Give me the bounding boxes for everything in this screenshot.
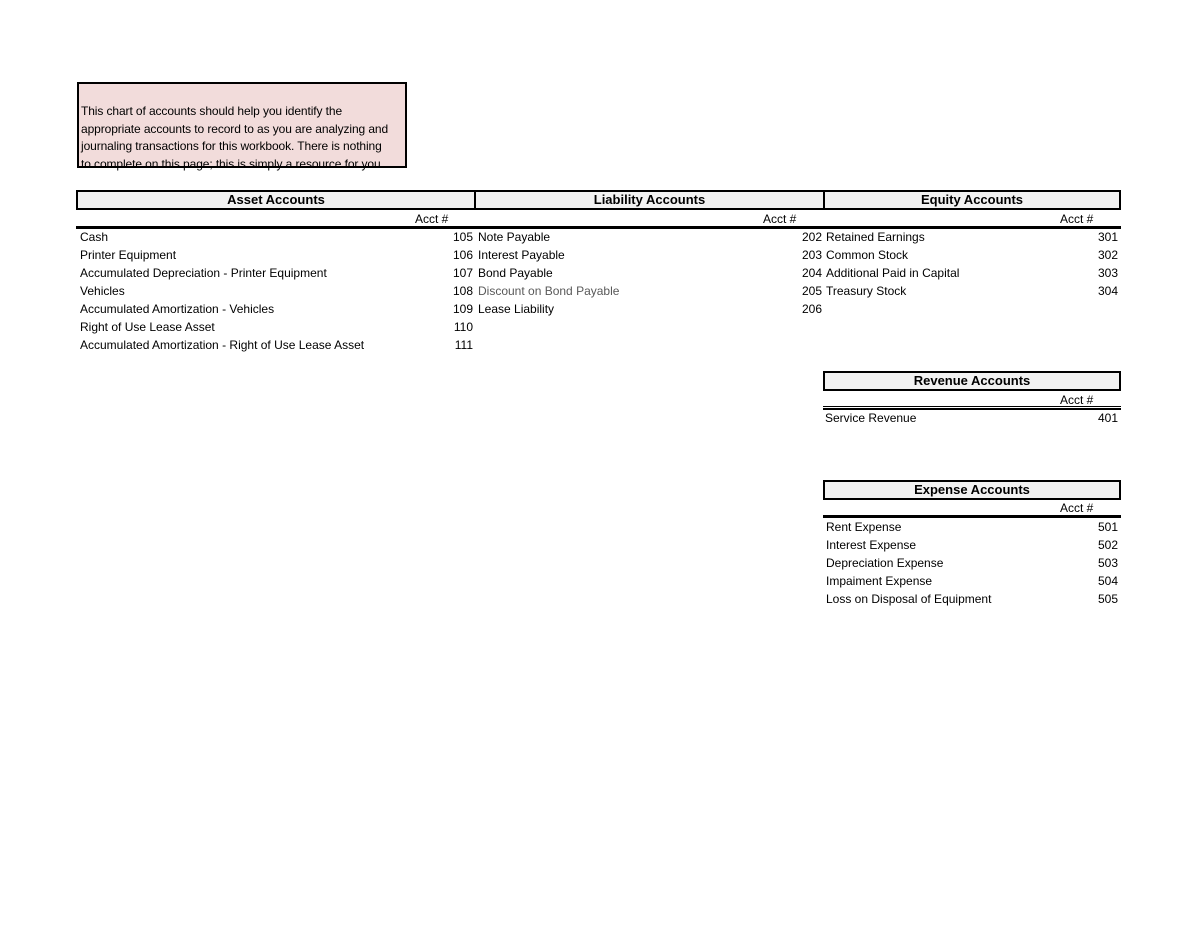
equity-number: 301	[1097, 230, 1118, 244]
liability-name: Interest Payable	[478, 248, 565, 262]
expense-number: 501	[1097, 520, 1118, 534]
equity-acct-label: Acct #	[1060, 212, 1094, 226]
asset-name: Accumulated Depreciation - Printer Equipment	[80, 266, 327, 280]
asset-name: Printer Equipment	[80, 248, 177, 262]
expense-number: 504	[1097, 574, 1118, 588]
asset-name: Cash	[80, 230, 109, 244]
equity-name: Treasury Stock	[826, 284, 907, 298]
asset-name: Accumulated Amortization - Vehicles	[80, 302, 275, 316]
equity-number: 302	[1097, 248, 1118, 262]
expense-number: 503	[1097, 556, 1118, 570]
asset-number: 110	[453, 320, 473, 334]
revenue-name: Service Revenue	[825, 411, 917, 425]
liability-accounts-header: Liability Accounts	[474, 190, 825, 210]
liability-acct-label: Acct #	[763, 212, 797, 226]
expense-accounts-header: Expense Accounts	[823, 480, 1121, 500]
revenue-accounts-header: Revenue Accounts	[823, 371, 1121, 391]
expense-name: Rent Expense	[826, 520, 902, 534]
liability-name: Discount on Bond Payable	[478, 284, 620, 298]
liability-number: 206	[801, 302, 822, 316]
liability-name: Bond Payable	[478, 266, 553, 280]
expense-name: Depreciation Expense	[826, 556, 944, 570]
liability-number: 204	[801, 266, 822, 280]
asset-name: Right of Use Lease Asset	[80, 320, 215, 334]
asset-number: 108	[452, 284, 473, 298]
asset-accounts-header: Asset Accounts	[76, 190, 476, 210]
note-line: to complete on this page; this is simply a resource for you.	[81, 156, 384, 171]
equity-name: Common Stock	[826, 248, 909, 262]
liability-name: Note Payable	[478, 230, 551, 244]
instruction-note	[77, 82, 407, 171]
revenue-number: 401	[1097, 411, 1118, 425]
asset-number: 111	[454, 338, 473, 352]
header-rule	[76, 226, 1121, 229]
expense-number: 502	[1097, 538, 1118, 552]
equity-accounts-header: Equity Accounts	[823, 190, 1121, 210]
asset-name: Accumulated Amortization - Right of Use Lease Asset	[80, 338, 365, 352]
equity-number: 303	[1097, 266, 1118, 280]
expense-name: Loss on Disposal of Equipment	[826, 592, 992, 606]
expense-acct-label: Acct #	[1060, 501, 1094, 515]
equity-number: 304	[1097, 284, 1118, 298]
equity-name: Additional Paid in Capital	[826, 266, 960, 280]
liability-number: 205	[801, 284, 822, 298]
asset-number: 109	[452, 302, 473, 316]
note-line: This chart of accounts should help you identify the	[81, 104, 343, 118]
asset-name: Vehicles	[80, 284, 125, 298]
liability-number: 202	[801, 230, 822, 244]
revenue-acct-label: Acct #	[1060, 393, 1094, 407]
note-line: appropriate accounts to record to as you are analyzing and	[81, 121, 389, 136]
note-line: journaling transactions for this workbook. There is nothing	[81, 139, 382, 153]
equity-name: Retained Earnings	[826, 230, 925, 244]
asset-acct-label: Acct #	[415, 212, 449, 226]
asset-number: 105	[452, 230, 473, 244]
asset-number: 107	[452, 266, 473, 280]
liability-number: 203	[801, 248, 822, 262]
liability-name: Lease Liability	[478, 302, 555, 316]
asset-number: 106	[452, 248, 473, 262]
expense-name: Interest Expense	[826, 538, 917, 552]
expense-name: Impaiment Expense	[826, 574, 933, 588]
expense-number: 505	[1097, 592, 1118, 606]
